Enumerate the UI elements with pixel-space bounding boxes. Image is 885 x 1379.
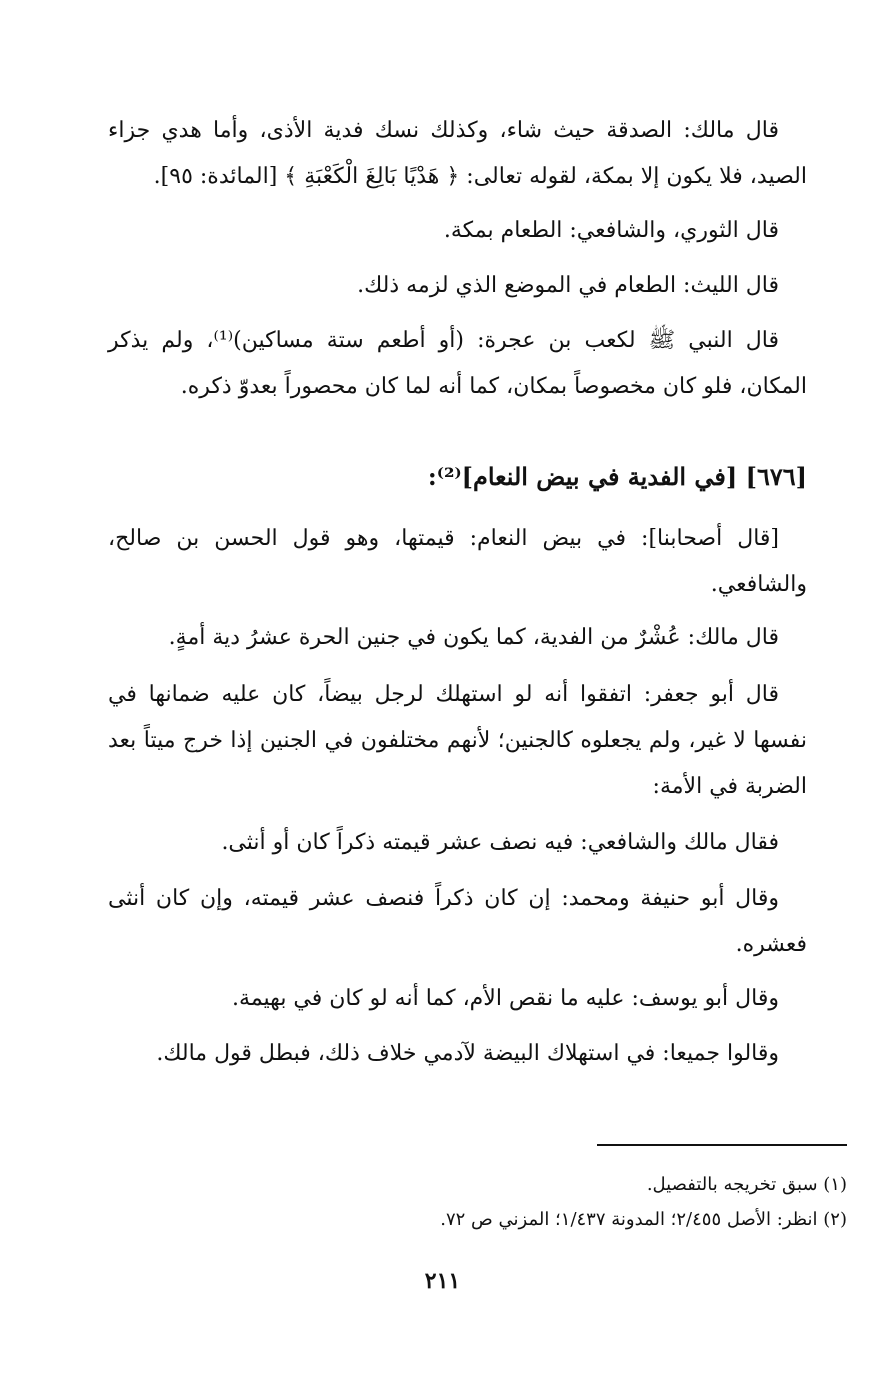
paragraph-text: قال الليث: الطعام في الموضع الذي لزمه ذلك.: [357, 273, 779, 298]
section-heading: [٦٧٦] [في الفدية في بيض النعام]⁽²⁾:: [427, 462, 807, 491]
paragraph-malik-sadaqa: [108, 108, 807, 200]
paragraph-layth: [108, 263, 807, 309]
paragraph-text: قال مالك: الصدقة حيث شاء، وكذلك نسك فدية الأذى، وأما هدي جزاء الصيد، فلا يكون إلا بمكة، لقوله تعالى: ﴿ هَدْيًا بَالِغَ الْكَعْبَةِ ﴾ [المائدة: ٩٥].: [108, 118, 807, 189]
paragraph-thawri: [108, 208, 807, 254]
paragraph-text: [قال أصحابنا]: في بيض النعام: قيمتها، وهو قول الحسن بن صالح، والشافعي.: [108, 526, 807, 597]
paragraph-text: فقال مالك والشافعي: فيه نصف عشر قيمته ذكراً كان أو أنثى.: [221, 830, 779, 855]
paragraph-text: قال الثوري، والشافعي: الطعام بمكة.: [443, 218, 779, 243]
page-number: ٢١١: [424, 1268, 461, 1294]
paragraph-ashabuna: [108, 516, 807, 608]
paragraph-text: وقال أبو يوسف: عليه ما نقص الأم، كما أنه لو كان في بهيمة.: [232, 986, 779, 1011]
paragraph-malik-ushr: [108, 615, 807, 661]
paragraph-malik-shafii: [108, 820, 807, 866]
paragraph-text: قال مالك: عُشْرٌ من الفدية، كما يكون في جنين الحرة عشرُ دية أمةٍ.: [168, 625, 779, 650]
paragraph-abu-hanifa: [108, 876, 807, 968]
paragraph-nabi: [108, 318, 807, 410]
paragraph-abu-yusuf: [108, 976, 807, 1022]
paragraph-text: وقالوا جميعا: في استهلاك البيضة لآدمي خلاف ذلك، فبطل قول مالك.: [156, 1041, 779, 1066]
paragraph-abu-jafar: [108, 672, 807, 810]
paragraph-text: قال أبو جعفر: اتفقوا أنه لو استهلك لرجل بيضاً، كان عليه ضمانها في نفسها لا غير، ولم يجعلوه كالجنين؛ لأنهم مختلفون في الجنين إذا خرج ميتاً بعد الضربة في الأمة:: [108, 682, 807, 799]
paragraph-jamian: [108, 1031, 807, 1077]
footnote-separator: [597, 1144, 847, 1146]
paragraph-text: وقال أبو حنيفة ومحمد: إن كان ذكراً فنصف عشر قيمته، وإن كان أنثى فعشره.: [108, 886, 807, 957]
footnote-2: (٢) انظر: الأصل ٢/٤٥٥؛ المدونة ١/٤٣٧؛ المزني ص ٧٢.: [440, 1209, 847, 1230]
paragraph-text: قال النبي ﷺ لكعب بن عجرة: (أو أطعم ستة مساكين)⁽¹⁾، ولم يذكر المكان، فلو كان مخصوصاً بمكان، كما أنه لما كان محصوراً بعدوّ ذكره.: [108, 328, 807, 399]
footnote-1: (١) سبق تخريجه بالتفصيل.: [646, 1174, 847, 1195]
